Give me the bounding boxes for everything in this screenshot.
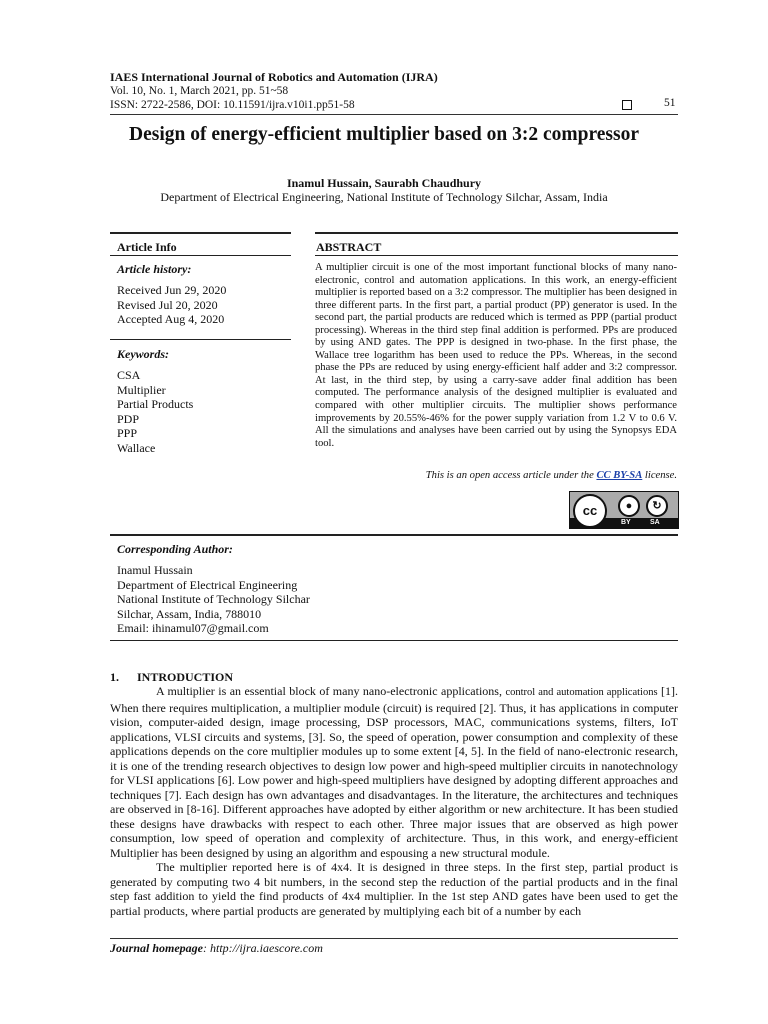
keyword: Multiplier xyxy=(117,382,166,397)
cc-by-sa-link[interactable]: CC BY-SA xyxy=(596,470,643,481)
journal-homepage xyxy=(110,941,323,956)
sa-label: SA xyxy=(650,519,660,526)
received-date: Received Jun 29, 2020 xyxy=(117,283,227,297)
by-icon: ● xyxy=(618,495,640,517)
introduction-heading: 1. INTRODUCTION xyxy=(110,670,234,684)
article-info-heading: Article Info xyxy=(117,240,177,254)
by-label: BY xyxy=(621,519,631,526)
keyword: Wallace xyxy=(117,440,156,455)
accepted-date: Accepted Aug 4, 2020 xyxy=(117,312,225,327)
keyword: PDP xyxy=(117,411,140,426)
abstract-rule xyxy=(315,255,678,256)
author-name: Inamul Hussain xyxy=(117,563,193,577)
revised-date: Revised Jul 20, 2020 xyxy=(117,297,218,312)
keyword: Partial Products xyxy=(117,397,194,412)
paper-title: Design of energy-efficient multiplier based on 3:2 compressor xyxy=(129,124,639,145)
issn-line: ISSN: 2722-2586, DOI: 10.11591/ijra.v10i1.pp51-58 xyxy=(110,99,355,111)
corresponding-bottom-rule xyxy=(110,640,678,641)
volume-line: Vol. 10, No. 1, March 2021, pp. 51~58 xyxy=(110,85,289,97)
paragraph: The multiplier reported here is of 4x4. It is designed in three steps. In the first step, partial product is generated by computing two 4 bit numbers, in the second step the reduction of the partial products and in the final step fast addition to yield the find products of 4x4 multiplier. In the 1st step AND gates have been used to get the partial products, where partial products are generated by multiplying each bit of a number by each xyxy=(110,860,678,918)
author-department: Department of Electrical Engineering xyxy=(117,577,298,592)
journal-name: IAES International Journal of Robotics and Automation (IJRA) xyxy=(110,70,438,84)
article-history xyxy=(117,283,226,327)
keyword: CSA xyxy=(117,368,141,382)
keywords-list xyxy=(117,368,193,456)
license-prefix: This is an open access article under the xyxy=(425,470,597,481)
author-email: Email: ihinamul07@gmail.com xyxy=(117,621,269,636)
square-icon xyxy=(622,100,632,110)
info-top-rule xyxy=(110,232,291,234)
abstract-top-rule xyxy=(315,232,678,234)
page-number: 51 xyxy=(664,97,676,109)
corresponding-heading: Corresponding Author: xyxy=(117,542,233,556)
homepage-url[interactable]: : http://ijra.iaescore.com xyxy=(203,941,323,955)
info-rule xyxy=(110,255,291,256)
author-institute: National Institute of Technology Silchar xyxy=(117,592,310,607)
cc-by-sa-badge[interactable] xyxy=(569,491,679,529)
sa-icon: ↻ xyxy=(646,495,668,517)
corresponding-top-rule xyxy=(110,534,678,536)
license-suffix: license. xyxy=(642,470,677,481)
history-heading: Article history: xyxy=(117,262,192,276)
license-note xyxy=(315,470,677,481)
text-run: control and automation applications xyxy=(505,687,658,698)
cc-icon: cc xyxy=(573,494,607,528)
paragraph xyxy=(110,684,678,860)
abstract-text: A multiplier circuit is one of the most important functional blocks of many nano-electronic, control and automation applications. In this work, an energy-efficient multiplier is reported based on a 3:2 compressor. The multiplier has been designed in three different parts. In the first part, a partial product (PP) generator is used. In the second part, the partial products are reduced which is termed as PPP (partial product processing). Whereas in the third step final addition is performed. PPs are produced by using AND gates. The PPP is designed in two-phase. In the first phase, the Wallace tree logarithm has been used to reduce the PPs. Whereas, in the second phase the PPs are reduced by using energy-efficient half adder and 3:2 compressor. At last, in the third step, by using a carry-save adder final addition has been computed. The performance analysis of the designed multiplier is evaluated and compared with other multiplier circuits. The multiplier shows performance improvements by 20.55%-46% for the power supply variation from 1.2 V to 0.6 V. All the simulations and analyses have been carried out by using the Synopsys EDA tool. xyxy=(315,262,677,449)
corresponding-details xyxy=(117,563,310,636)
header-rule xyxy=(110,114,678,115)
text-run: [1]. When there requires multiplication, a multiplier module (circuit) is required [2]. Thus, it has applications in computer vision, computer-aided design, image processing, DSP processors, MAC, communications systems, filters, IoT applications, VLSI circuits and systems, [3]. So, the speed of operation, power consumption and complexity of these applications depends on the core multiplier modules up to some extent [4, 5]. In the field of nano-electronic research, it is one of the trending research objectives to design low power and high-speed multiplier circuits in nanotechnology for VLSI applications [6]. Low power and high-speed multipliers have designed by adopting different approaches and techniques [7]. Each design has own advantages and disadvantages. In the literature, the architectures and techniques are observed in [8-16]. Different approaches have adopted by either algorithm or new architecture. It has been studied these designs have drawbacks with respect to each other. Three major issues that are observed as high power consumption, low speed of operation and complexity of architecture. Thus, in this work, and energy-efficient Multiplier has been designed by using an algorithm and espousing a new structural module. xyxy=(110,684,678,860)
keyword: PPP xyxy=(117,426,138,441)
homepage-label: Journal homepage xyxy=(110,941,204,955)
authors: Inamul Hussain, Saurabh Chaudhury xyxy=(286,176,482,190)
author-address: Silchar, Assam, India, 788010 xyxy=(117,606,262,621)
keywords-heading: Keywords: xyxy=(117,347,169,361)
affiliation: Department of Electrical Engineering, National Institute of Technology Silchar, Assam, India xyxy=(160,190,608,204)
text-run: A multiplier is an essential block of many nano-electronic applications, xyxy=(156,684,506,698)
abstract-heading: ABSTRACT xyxy=(316,240,382,254)
keywords-rule xyxy=(110,339,291,340)
introduction-body xyxy=(110,684,678,918)
footer-rule xyxy=(110,938,678,939)
